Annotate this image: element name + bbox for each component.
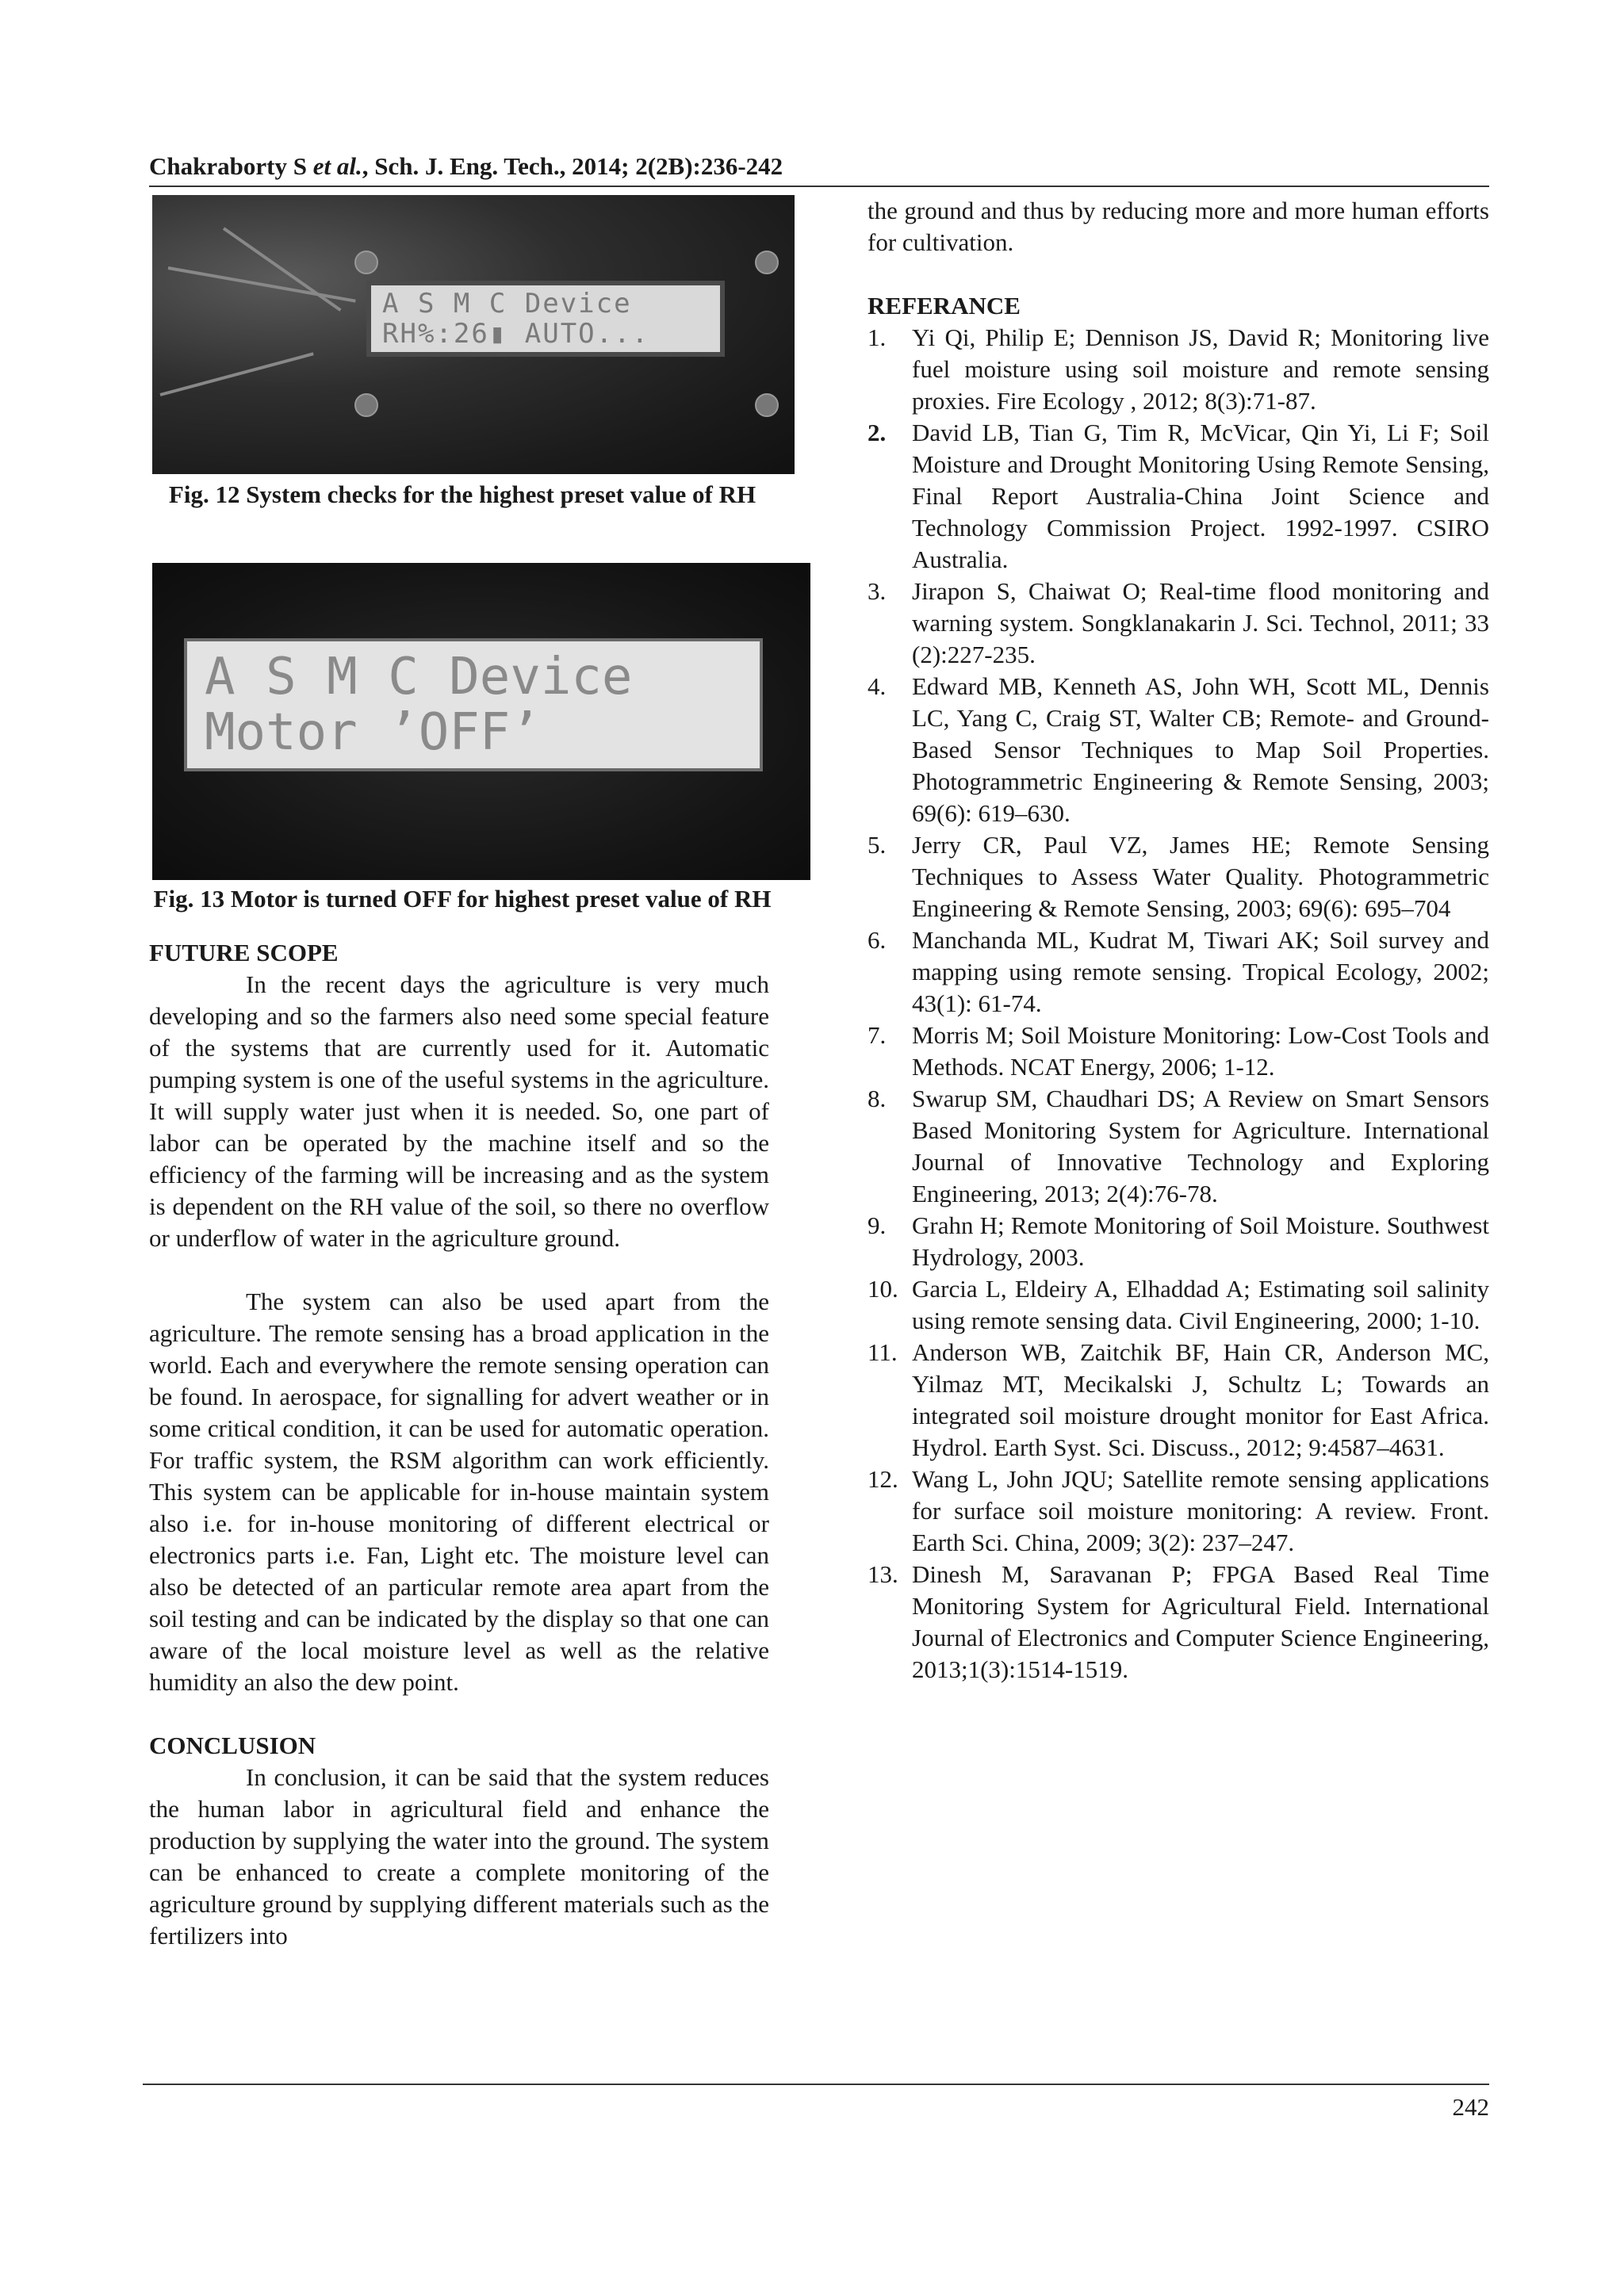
reference-item bbox=[868, 1337, 1489, 1464]
reference-item bbox=[868, 1020, 1489, 1083]
lcd-line-2: RH%:26▮ AUTO... bbox=[382, 318, 650, 350]
footer-rule bbox=[143, 2084, 1489, 2085]
reference-item bbox=[868, 1273, 1489, 1337]
reference-item bbox=[868, 1464, 1489, 1559]
reference-text: Swarup SM, Chaudhari DS; A Review on Smart Sensors Based Monitoring System for Agriculture. International Journal of Innovative Technology and Exploring Engineering, 2013; 2(4):76-78. bbox=[912, 1085, 1489, 1207]
header-author: Chakraborty S bbox=[149, 152, 307, 180]
future-scope-paragraph-2: The system can also be used apart from the agriculture. The remote sensing has a broad application in the world. Each and everywhere the remote sensing operation can be found. In aerospace, for signalling for advert weather or in some critical condition, it can be used for automatic operation. For traffic system, the RSM algorithm can work efficiently. This system can be applicable for in-house maintain system also i.e. for in-house monitoring of different electrical or electronics parts i.e. Fan, Light etc. The moisture level can also be detected of an particular remote area apart from the soil testing and can be indicated by the display so that one can aware of the local moisture level as well as the relative humidity an also the dew point. bbox=[149, 1288, 769, 1696]
reference-number: 1. bbox=[868, 323, 887, 351]
figure-12-caption: Fig. 12 System checks for the highest preset value of RH bbox=[168, 480, 756, 508]
future-scope-heading: FUTURE SCOPE bbox=[149, 939, 339, 966]
reference-item bbox=[868, 829, 1489, 924]
reference-number: 8. bbox=[868, 1085, 887, 1112]
header-rule bbox=[149, 186, 1489, 187]
lcd-display bbox=[366, 281, 725, 357]
header-etal: et al. bbox=[312, 152, 362, 180]
reference-text: Grahn H; Remote Monitoring of Soil Moisture. Southwest Hydrology, 2003. bbox=[912, 1211, 1489, 1271]
right-column bbox=[868, 195, 1489, 1686]
conclusion-paragraph: In conclusion, it can be said that the system reduces the human labor in agricultural field and enhance the production by supplying the water into the ground. The system can be enhanced to create a complete monitoring of the agriculture ground by supplying different materials such as the fertilizers into bbox=[149, 1763, 769, 1950]
reference-item bbox=[868, 1083, 1489, 1210]
reference-text: Edward MB, Kenneth AS, John WH, Scott ML, Dennis LC, Yang C, Craig ST, Walter CB; Remote- and Ground-Based Sensor Techniques to Map Soil Properties. Photogrammetric Engineering & Remote Sensing, 2003; 69(6): 619–630. bbox=[912, 672, 1489, 827]
lcd-display bbox=[184, 638, 763, 771]
references-heading: REFERANCE bbox=[868, 292, 1021, 320]
reference-number: 9. bbox=[868, 1211, 887, 1239]
running-header bbox=[149, 151, 1489, 182]
page-number: 242 bbox=[1452, 2093, 1489, 2121]
reference-number: 11. bbox=[868, 1338, 898, 1366]
lcd-line-2: Motor ’OFF’ bbox=[205, 703, 541, 762]
reference-number: 10. bbox=[868, 1275, 898, 1303]
left-column bbox=[149, 195, 772, 1952]
reference-text: Manchanda ML, Kudrat M, Tiwari AK; Soil survey and mapping using remote sensing. Tropical Ecology, 2002; 43(1): 61-74. bbox=[912, 926, 1489, 1017]
reference-text: Dinesh M, Saravanan P; FPGA Based Real Time Monitoring System for Agricultural Field. International Journal of Electronics and Computer Science Engineering, 2013;1(3):1514-1519. bbox=[912, 1560, 1489, 1683]
reference-text: David LB, Tian G, Tim R, McVicar, Qin Yi, Li F; Soil Moisture and Drought Monitoring Using Remote Sensing, Final Report Australia-China Joint Science and Technology Commission Project. 1992-1997. CSIRO Australia. bbox=[912, 419, 1489, 573]
reference-number: 7. bbox=[868, 1021, 887, 1049]
reference-number: 4. bbox=[868, 672, 887, 700]
reference-number: 12. bbox=[868, 1465, 898, 1493]
reference-item bbox=[868, 671, 1489, 829]
figure-12-photo bbox=[152, 195, 795, 474]
reference-text: Jerry CR, Paul VZ, James HE; Remote Sensing Techniques to Assess Water Quality. Photogrammetric Engineering & Remote Sensing, 2003; 69(6): 695–704 bbox=[912, 831, 1489, 922]
reference-item bbox=[868, 576, 1489, 671]
figure-13-photo bbox=[152, 563, 810, 880]
lcd-line-1: A S M C Device bbox=[205, 648, 633, 706]
reference-text: Yi Qi, Philip E; Dennison JS, David R; Monitoring live fuel moisture using soil moisture and remote sensing proxies. Fire Ecology , 2012; 8(3):71-87. bbox=[912, 323, 1489, 415]
reference-number: 2. bbox=[868, 419, 887, 446]
reference-item bbox=[868, 322, 1489, 417]
reference-number: 13. bbox=[868, 1560, 898, 1588]
reference-item bbox=[868, 1210, 1489, 1273]
reference-text: Garcia L, Eldeiry A, Elhaddad A; Estimating soil salinity using remote sensing data. Civil Engineering, 2000; 1-10. bbox=[912, 1275, 1489, 1334]
reference-number: 3. bbox=[868, 577, 887, 605]
reference-item bbox=[868, 924, 1489, 1020]
reference-text: Jirapon S, Chaiwat O; Real-time flood monitoring and warning system. Songklanakarin J. Sci. Technol, 2011; 33 (2):227-235. bbox=[912, 577, 1489, 668]
reference-number: 5. bbox=[868, 831, 887, 859]
future-scope-paragraph-1: In the recent days the agriculture is very much developing and so the farmers also need some special feature of the systems that are currently used for it. Automatic pumping system is one of the useful systems in the agriculture. It will supply water just when it is needed. So, one part of labor can be operated by the machine itself and so the efficiency of the farming will be increasing and as the system is dependent on the RH value of the soil, so there no overflow or underflow of water in the agriculture ground. bbox=[149, 970, 769, 1252]
header-citation: , Sch. J. Eng. Tech., 2014; 2(2B):236-242 bbox=[362, 152, 783, 180]
reference-item bbox=[868, 417, 1489, 576]
reference-text: Anderson WB, Zaitchik BF, Hain CR, Anderson MC, Yilmaz MT, Mecikalski J, Schultz L; Towards an integrated soil moisture drought monitor for East Africa. Hydrol. Earth Syst. Sci. Discuss., 2012; 9:4587–4631. bbox=[912, 1338, 1489, 1461]
reference-text: Morris M; Soil Moisture Monitoring: Low-Cost Tools and Methods. NCAT Energy, 2006; 1-12. bbox=[912, 1021, 1489, 1081]
continued-paragraph: the ground and thus by reducing more and more human efforts for cultivation. bbox=[868, 197, 1489, 256]
reference-number: 6. bbox=[868, 926, 887, 954]
reference-list bbox=[868, 322, 1489, 1686]
figure-13-caption: Fig. 13 Motor is turned OFF for highest preset value of RH bbox=[153, 885, 772, 913]
reference-item bbox=[868, 1559, 1489, 1686]
reference-text: Wang L, John JQU; Satellite remote sensing applications for surface soil moisture monitoring: A review. Front. Earth Sci. China, 2009; 3(2): 237–247. bbox=[912, 1465, 1489, 1556]
conclusion-heading: CONCLUSION bbox=[149, 1732, 316, 1759]
lcd-line-1: A S M C Device bbox=[382, 288, 632, 320]
